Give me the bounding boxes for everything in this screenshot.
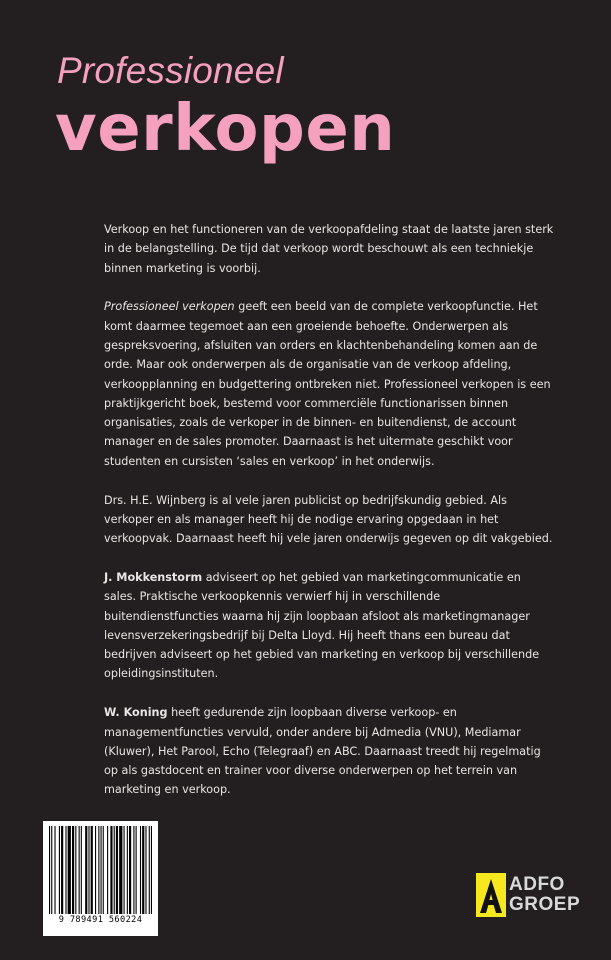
publisher-name-line2: GROEP xyxy=(509,894,581,915)
blurb xyxy=(104,220,556,819)
author-bio-koning-text: heeft gedurende zijn loopbaan diverse verkoop- en managementfuncties vervuld, onder andere bij Admedia (VNU), Mediamar (Kluwer), Het Parool, Echo (Telegraaf) en ABC. Daarnaast treedt hij regelmatig op als gastdocent en trainer voor diverse onderwerpen op het terrein van marketing en verkoop. xyxy=(104,706,541,797)
isbn-number: 9 789491 560224 xyxy=(58,915,143,925)
publisher-logo xyxy=(476,873,596,917)
author-bio-mokkenstorm-text: adviseert op het gebied van marketingcommunicatie en sales. Praktische verkoopkennis verwierf hij in verschillende buitendienstfuncties waarna hij zijn loopbaan afsloot als marketingmanager levensverzekeringsbedrijf bij Delta Lloyd. Hij heeft thans een bureau dat bedrijven adviseert op het gebied van marketing en verkoop bij verschillende opleidingsinstituten. xyxy=(104,570,540,681)
author-name-koning: W. Koning xyxy=(104,706,168,720)
book-title-line2: verkopen xyxy=(55,92,396,166)
blurb-paragraph-content xyxy=(104,297,556,471)
blurb-paragraph-intro: Verkoop en het functioneren van de verkoopafdeling staat de laatste jaren sterk in de belangstelling. De tijd dat verkoop wordt beschouwt als een techniekje binnen marketing is voorbij. xyxy=(104,223,554,275)
author-name-mokkenstorm: J. Mokkenstorm xyxy=(104,570,203,584)
author-bio-mokkenstorm xyxy=(104,568,556,684)
author-bio-koning xyxy=(104,703,556,799)
author-bio-wijnberg: Drs. H.E. Wijnberg is al vele jaren publicist op bedrijfskundig gebied. Als verkoper en als manager heeft hij de nodige ervaring opgedaan in het verkoopvak. Daarnaast heeft hij vele jaren onderwijs gegeven op dit vakgebied. xyxy=(104,493,553,546)
book-title-inline: Professioneel verkopen xyxy=(104,300,235,314)
blurb-paragraph-content-text: geeft een beeld van de complete verkoopfunctie. Het komt daarmee tegemoet aan een groeiende behoefte. Onderwerpen als gespreksvoering, afsluiten van orders en klachtenbehandeling komen aan de orde. Maar ook onderwerpen als de organisatie van de verkoop afdeling, verkoopplanning en budgettering ontbreken niet. Professioneel verkopen is een praktijkgericht boek, bestemd voor commerciële functionarissen binnen organisaties, zoals de verkoper in de binnen- en buitendienst, de account manager en de sales promoter. Daarnaast is het uitermate geschikt voor studenten en cursisten ‘sales en verkoop’ in het onderwijs. xyxy=(104,300,551,468)
barcode-bars xyxy=(49,826,152,914)
publisher-logo-mark xyxy=(476,873,506,917)
publisher-name-line1: ADFO xyxy=(509,874,565,895)
isbn-barcode xyxy=(43,821,158,936)
book-title-line1: Professioneel xyxy=(57,50,284,91)
